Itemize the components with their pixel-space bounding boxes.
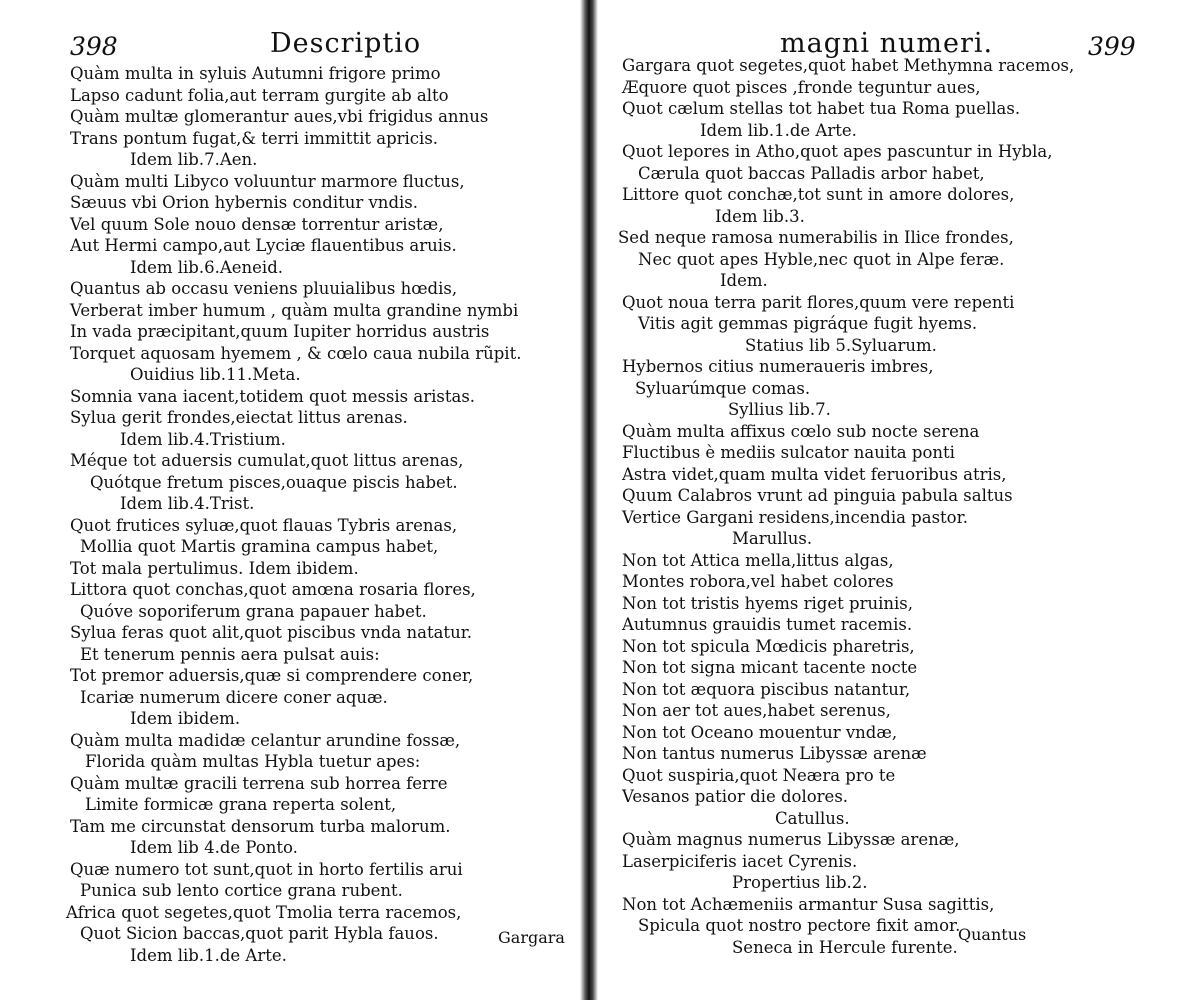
text-line: Sylua feras quot alit,quot piscibus vnda natatur. — [70, 623, 473, 642]
text-line: Quum Calabros vrunt ad pinguia pabula saltus — [622, 486, 1013, 505]
text-line: Vesanos patior die dolores. — [622, 787, 849, 806]
text-line: Catullus. — [775, 808, 850, 828]
text-line: Fluctibus è mediis sulcator nauita ponti — [622, 443, 955, 462]
text-line: Mollia quot Martis gramina campus habet, — [80, 537, 439, 556]
right-page — [600, 0, 1181, 1000]
text-line: Idem ibidem. — [130, 709, 241, 728]
text-line: Quot suspiria,quot Neæra pro te — [622, 765, 896, 785]
text-line: Propertius lib.2. — [732, 873, 868, 892]
text-line: Somnia vana iacent,totidem quot messis aristas. — [70, 386, 476, 406]
text-line: Cærula quot baccas Palladis arbor habet, — [638, 163, 985, 183]
text-line: Quàm multi Libyco voluuntur marmore fluctus, — [70, 171, 465, 191]
text-line: Idem lib.3. — [715, 206, 805, 226]
text-line: Quot cælum stellas tot habet tua Roma puellas. — [622, 99, 1021, 118]
text-line: Astra videt,quam multa videt feruoribus atris, — [622, 464, 1007, 484]
running-head: Descriptio — [270, 28, 422, 59]
text-line: Quantus ab occasu veniens pluuialibus hœdis, — [70, 279, 458, 298]
text-line: Non tantus numerus Libyssæ arenæ — [622, 744, 927, 763]
text-line: Gargara quot segetes,quot habet Methymna racemos, — [622, 56, 1075, 75]
text-line: Idem lib.4.Trist. — [120, 494, 255, 513]
text-line: Sæuus vbi Orion hybernis conditur vndis. — [70, 193, 418, 212]
text-line: Idem lib.7.Aen. — [130, 150, 258, 169]
text-line: Quàm multæ glomerantur aues,vbi frigidus annus — [70, 107, 489, 126]
text-line: Hybernos citius numeraueris imbres, — [622, 357, 934, 376]
text-line: Montes robora,vel habet colores — [622, 572, 894, 591]
text-line: Idem. — [720, 271, 768, 290]
page-number: 398 — [70, 32, 118, 61]
text-line: Statius lib 5.Syluarum. — [745, 335, 937, 355]
text-line: Icariæ numerum dicere coner aquæ. — [80, 687, 388, 707]
text-line: Non tot tristis hyems riget pruinis, — [622, 593, 913, 613]
text-line: Quàm multa affixus cœlo sub nocte serena — [622, 421, 980, 441]
text-line: Non tot æquora piscibus natantur, — [622, 679, 911, 699]
text-line: Quæ numero tot sunt,quot in horto fertilis arui — [70, 859, 463, 879]
text-line: Florida quàm multas Hybla tuetur apes: — [85, 752, 421, 771]
text-line: Littore quot conchæ,tot sunt in amore dolores, — [622, 185, 1015, 204]
text-line: Spicula quot nostro pectore fixit amor. — [638, 916, 961, 935]
text-line: Non tot signa micant tacente nocte — [622, 658, 918, 677]
text-line: Quot frutices syluæ,quot flauas Tybris arenas, — [70, 515, 458, 535]
text-line: Verberat imber humum , quàm multa grandine nymbi — [70, 300, 519, 320]
text-line: Non aer tot aues,habet serenus, — [622, 701, 891, 720]
text-line: Littora quot conchas,quot amœna rosaria flores, — [70, 580, 476, 599]
text-line: Syllius lib.7. — [728, 400, 831, 419]
text-line: Punica sub lento cortice grana rubent. — [80, 881, 403, 900]
text-line: Quótque fretum pisces,ouaque piscis habet. — [90, 472, 458, 492]
text-line: Quàm magnus numerus Libyssæ arenæ, — [622, 830, 960, 849]
text-line: Idem lib.6.Aeneid. — [130, 257, 283, 277]
text-line: Africa quot segetes,quot Tmolia terra racemos, — [66, 902, 462, 922]
text-block — [0, 63, 578, 966]
text-line: Quot lepores in Atho,quot apes pascuntur in Hybla, — [622, 142, 1053, 161]
running-head: magni numeri. — [780, 28, 994, 59]
text-line: Tam me circunstat densorum turba malorum. — [70, 816, 451, 836]
text-line: Lapso cadunt folia,aut terram gurgite ab alto — [70, 85, 449, 105]
catchword: Gargara — [498, 928, 565, 947]
text-line: Quàm multæ gracili terrena sub horrea ferre — [70, 773, 448, 793]
text-line: Non tot Oceano mouentur vndæ, — [622, 722, 898, 742]
text-line: Quot noua terra parit flores,quum vere repenti — [622, 292, 1015, 312]
text-line: Quàm multa in syluis Autumni frigore primo — [70, 64, 441, 83]
text-line: Idem lib 4.de Ponto. — [130, 838, 298, 857]
text-line: Quàm multa madidæ celantur arundine fossæ, — [70, 730, 461, 750]
text-line: Vel quum Sole nouo densæ torrentur aristæ, — [70, 214, 444, 234]
text-line: Nec quot apes Hyble,nec quot in Alpe feræ. — [638, 249, 1005, 269]
left-page — [0, 0, 578, 1000]
page-gutter — [580, 0, 598, 1000]
text-line: Laserpiciferis iacet Cyrenis. — [622, 851, 858, 871]
page-number: 399 — [1088, 32, 1136, 61]
text-line: Trans pontum fugat,& terri immittit apricis. — [70, 128, 439, 148]
text-line: Æquore quot pisces ,fronde teguntur aues, — [622, 77, 981, 97]
text-line: Limite formicæ grana reperta solent, — [85, 795, 397, 814]
text-line: Quot Sicion baccas,quot parit Hybla fauos. — [80, 924, 439, 943]
text-block — [600, 55, 1181, 958]
text-line: Syluarúmque comas. — [635, 378, 811, 398]
text-line: Aut Hermi campo,aut Lyciæ flauentibus aruis. — [70, 236, 457, 255]
text-line: Non tot Attica mella,littus algas, — [622, 550, 894, 570]
text-line: Méque tot aduersis cumulat,quot littus arenas, — [70, 451, 464, 470]
text-line: Autumnus grauidis tumet racemis. — [622, 615, 913, 634]
text-line: Non tot Achæmeniis armantur Susa sagittis, — [622, 894, 995, 914]
text-line: Torquet aquosam hyemem , & cœlo caua nubila rũpit. — [70, 343, 522, 363]
text-line: Idem lib.1.de Arte. — [700, 120, 857, 140]
text-line: Tot premor aduersis,quæ si comprendere coner, — [70, 666, 474, 685]
catchword: Quantus — [958, 925, 1027, 944]
text-line: Sylua gerit frondes,eiectat littus arenas. — [70, 408, 408, 427]
text-line: Tot mala pertulimus. Idem ibidem. — [70, 558, 359, 578]
text-line: Et tenerum pennis aera pulsat auis: — [80, 644, 380, 664]
text-line: Marullus. — [732, 529, 813, 548]
text-line: Ouidius lib.11.Meta. — [130, 365, 301, 384]
text-line: Seneca in Hercule furente. — [732, 937, 958, 957]
text-line: Quóve soporiferum grana papauer habet. — [80, 601, 427, 621]
text-line: Idem lib.4.Tristium. — [120, 429, 286, 449]
text-line: Sed neque ramosa numerabilis in Ilice frondes, — [618, 228, 1014, 247]
text-line: In vada præcipitant,quum Iupiter horridus austris — [70, 322, 490, 341]
text-line: Non tot spicula Mœdicis pharetris, — [622, 636, 915, 656]
text-line: Vitis agit gemmas pigráque fugit hyems. — [638, 314, 978, 333]
text-line: Vertice Gargani residens,incendia pastor. — [622, 507, 968, 527]
text-line: Idem lib.1.de Arte. — [130, 945, 287, 965]
